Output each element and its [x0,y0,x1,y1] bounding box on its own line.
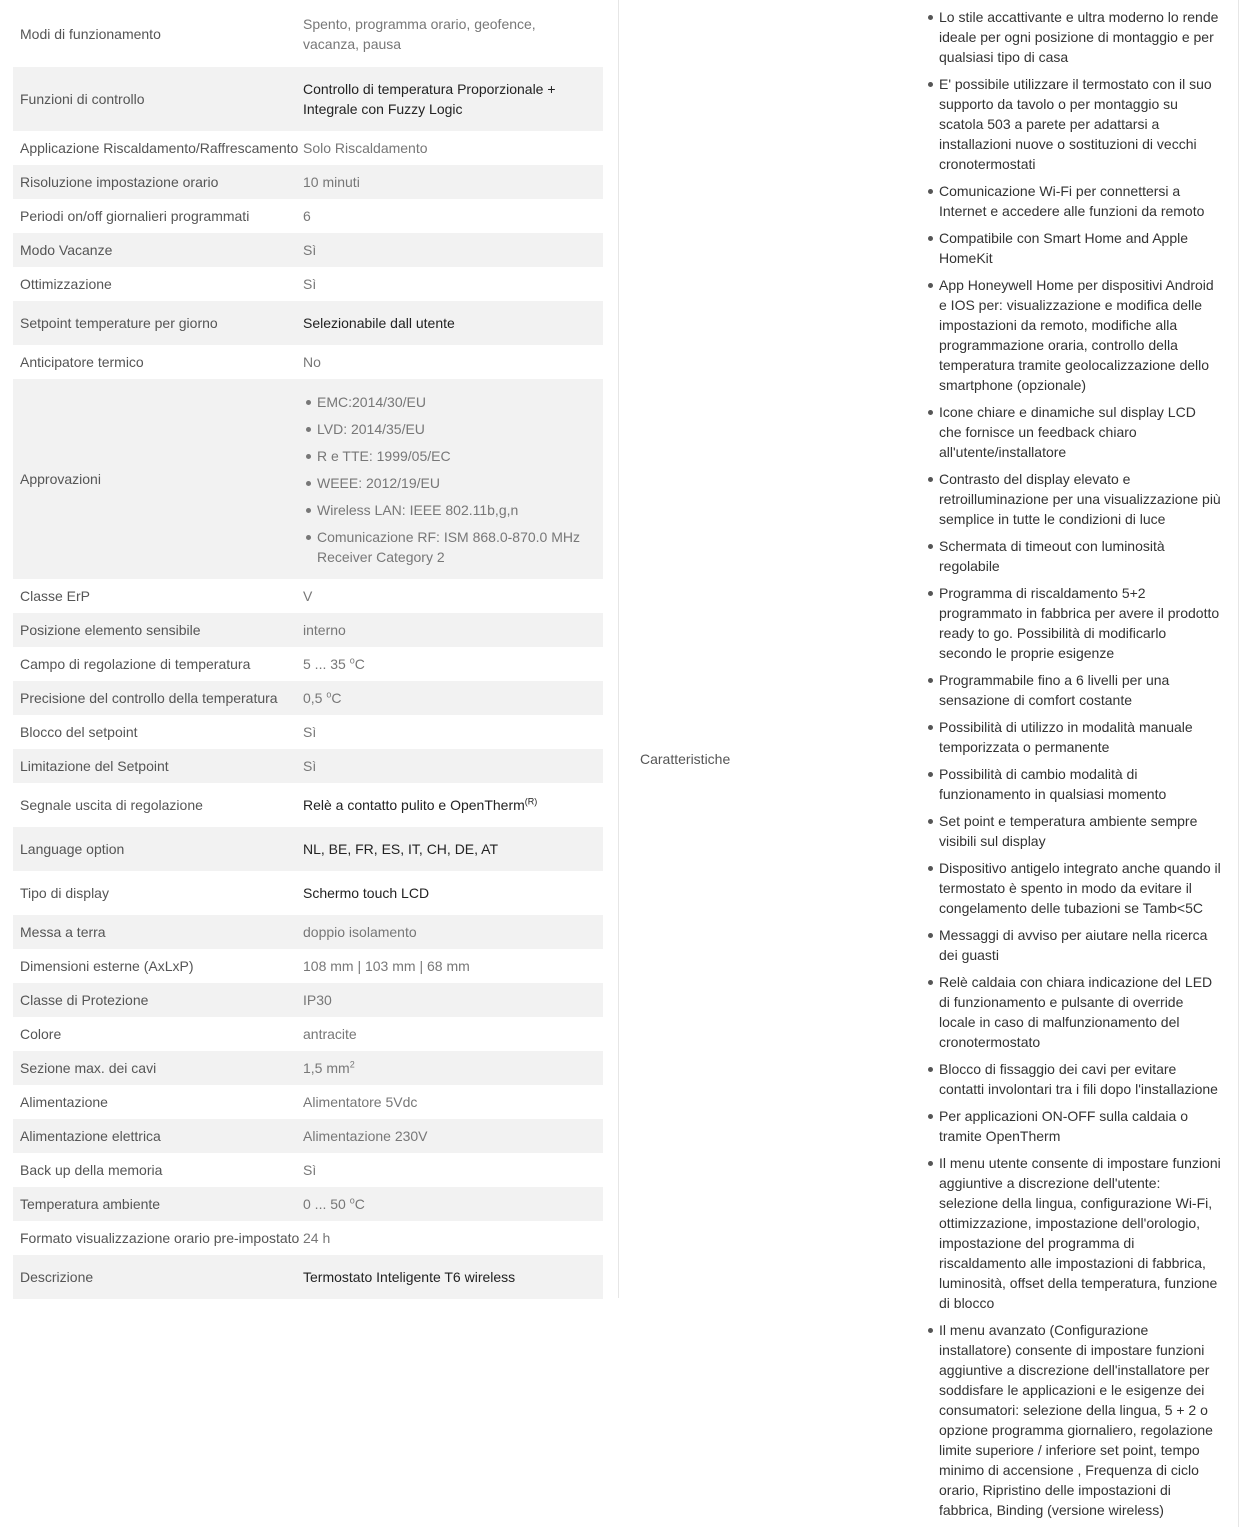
spec-label: Periodi on/off giornalieri programmati [20,208,250,224]
spec-row [13,0,603,67]
spec-value: Sì [303,276,317,292]
spec-value [303,654,603,674]
approvals-list [303,392,591,567]
spec-value-superscript: o [349,655,355,666]
spec-row [13,301,603,345]
approval-item: Wireless LAN: IEEE 802.11b,g,n [303,500,591,520]
approval-item: EMC:2014/30/EU [303,392,591,412]
specs-table [13,0,603,1299]
feature-item: Icone chiare e dinamiche sul display LCD che fornisce un feedback chiaro all'utente/installatore [925,402,1221,462]
spec-value: Selezionabile dall utente [303,315,455,331]
feature-item: Il menu avanzato (Configurazione installatore) consente di impostare funzioni aggiuntive a discrezione dell'installatore per soddisfare le applicazioni e le esigenze dei consumatori: selezione della lingua, 5 + 2 o opzione programma giornaliero, regolazione limite superiore / inferiore set point, tempo minimo di accensione , Frequenza di ciclo orario, Ripristino delle impostazioni di fabbrica, Binding (versione wireless) [925,1320,1221,1520]
spec-value-unit: C [331,690,342,706]
spec-value-text: 0,5 [303,690,327,706]
spec-row [13,1187,603,1221]
spec-value: Controllo di temperatura Proporzionale + Integrale con Fuzzy Logic [303,81,556,117]
spec-value-text: Relè a contatto pulito e OpenTherm [303,797,525,813]
spec-label: Descrizione [20,1269,94,1285]
right-border [1238,0,1239,1527]
spec-row [13,715,603,749]
feature-item: E' possibile utilizzare il termostato con il suo supporto da tavolo o per montaggio su scatola 503 a parete per adattarsi a installazioni nuove o sostituzioni di vecchi cronotermostati [925,74,1221,174]
spec-value [303,1194,603,1214]
spec-value: IP30 [303,992,332,1008]
spec-row [13,1153,603,1187]
feature-item: App Honeywell Home per dispositivi Android e IOS per: visualizzazione e modifica delle impostazioni da remoto, modifiche alla programmazione oraria, controllo della temperatura tramite geolocalizzazione dello smartphone (opzionale) [925,275,1221,395]
spec-value-unit: C [354,1196,365,1212]
spec-value: 10 minuti [303,174,360,190]
spec-value: Solo Riscaldamento [303,140,428,156]
spec-row [13,613,603,647]
spec-label: Blocco del setpoint [20,724,138,740]
spec-row [13,165,603,199]
column-divider [618,0,619,1298]
feature-item: Possibilità di cambio modalità di funzionamento in qualsiasi momento [925,764,1221,804]
spec-row [13,647,603,681]
spec-value: No [303,354,321,370]
spec-value: Termostato Inteligente T6 wireless [303,1269,516,1285]
spec-row [13,131,603,165]
spec-label: Temperatura ambiente [20,1196,161,1212]
feature-item: Relè caldaia con chiara indicazione del LED di funzionamento e pulsante di override locale in caso di malfunzionamento del cronotermostato [925,972,1221,1052]
feature-item: Compatibile con Smart Home and Apple HomeKit [925,228,1221,268]
spec-row [13,915,603,949]
spec-row [13,1255,603,1299]
spec-value-unit: C [354,656,365,672]
spec-value: Spento, programma orario, geofence, vacanza, pausa [303,15,536,52]
spec-value-superscript: o [326,689,332,700]
spec-value: Alimentatore 5Vdc [303,1094,418,1110]
spec-label: Sezione max. dei cavi [20,1060,157,1076]
approval-item: Comunicazione RF: ISM 868.0-870.0 MHz Receiver Category 2 [303,527,591,567]
spec-label: Alimentazione elettrica [20,1128,161,1144]
spec-value [303,795,603,815]
spec-label: Campo di regolazione di temperatura [20,656,251,672]
spec-value: NL, BE, FR, ES, IT, CH, DE, AT [303,841,499,857]
spec-row [13,67,603,131]
spec-row [13,345,603,379]
spec-value: 24 h [303,1230,331,1246]
spec-value-text: 5 ... 35 [303,656,350,672]
spec-row [13,871,603,915]
spec-label: Setpoint temperature per giorno [20,315,218,331]
feature-item: Il menu utente consente di impostare funzioni aggiuntive a discrezione dell'utente: selezione della lingua, configurazione Wi-Fi, ottimizzazione, impostazione dell'orologio, impostazione del programma di riscaldamento alle impostazioni di fabbrica, luminosità, offset della temperatura, funzione di blocco [925,1153,1221,1313]
feature-item: Set point e temperatura ambiente sempre visibili sul display [925,811,1221,851]
spec-label: Formato visualizzazione orario pre-impostato [20,1230,300,1246]
spec-row [13,379,603,579]
spec-label: Tipo di display [20,885,109,901]
spec-value [303,392,603,567]
features-list [925,7,1221,1527]
spec-value-text: 0 ... 50 [303,1196,350,1212]
spec-row [13,783,603,827]
spec-value: Sì [303,758,317,774]
spec-value-superscript: (R) [524,796,538,807]
spec-label: Funzioni di controllo [20,91,145,107]
spec-label: Anticipatore termico [20,354,144,370]
spec-label: Back up della memoria [20,1162,163,1178]
spec-row [13,1119,603,1153]
spec-label: Alimentazione [20,1094,108,1110]
spec-value: Sì [303,1162,317,1178]
spec-row [13,199,603,233]
spec-label: Precisione del controllo della temperatura [20,690,278,706]
spec-value: Sì [303,242,317,258]
spec-label: Colore [20,1026,62,1042]
approval-item: WEEE: 2012/19/EU [303,473,591,493]
spec-label: Language option [20,841,125,857]
spec-row [13,949,603,983]
feature-item: Programmabile fino a 6 livelli per una sensazione di comfort costante [925,670,1221,710]
spec-label: Ottimizzazione [20,276,112,292]
spec-label: Risoluzione impostazione orario [20,174,219,190]
spec-value: 6 [303,208,311,224]
spec-value: Alimentazione 230V [303,1128,428,1144]
spec-row [13,681,603,715]
spec-value-superscript: 2 [349,1059,355,1070]
feature-item: Possibilità di utilizzo in modalità manuale temporizzata o permanente [925,717,1221,757]
feature-item: Lo stile accattivante e ultra moderno lo rende ideale per ogni posizione di montaggio e per qualsiasi tipo di casa [925,7,1221,67]
feature-item: Schermata di timeout con luminosità regolabile [925,536,1221,576]
spec-row [13,1221,603,1255]
spec-label: Modi di funzionamento [20,25,161,42]
spec-row [13,579,603,613]
spec-row [13,827,603,871]
spec-value [303,1058,603,1078]
feature-item: Blocco di fissaggio dei cavi per evitare contatti involontari tra i fili dopo l'installazione [925,1059,1221,1099]
spec-label: Dimensioni esterne (AxLxP) [20,958,194,974]
spec-row [13,267,603,301]
features-label: Caratteristiche [640,751,731,767]
feature-item: Programma di riscaldamento 5+2 programmato in fabbrica per avere il prodotto ready to go. Possibilità di modificarlo secondo le proprie esigenze [925,583,1221,663]
spec-label: Modo Vacanze [20,242,113,258]
spec-row [13,749,603,783]
spec-value: doppio isolamento [303,924,417,940]
spec-value [303,688,603,708]
spec-value: antracite [303,1026,357,1042]
spec-row [13,1017,603,1051]
spec-value: V [303,588,313,604]
approval-item: LVD: 2014/35/EU [303,419,591,439]
spec-value-text: 1,5 mm [303,1060,350,1076]
spec-value: 108 mm | 103 mm | 68 mm [303,958,470,974]
approval-item: R e TTE: 1999/05/EC [303,446,591,466]
spec-row [13,233,603,267]
feature-item: Comunicazione Wi-Fi per connettersi a Internet e accedere alle funzioni da remoto [925,181,1221,221]
feature-item: Per applicazioni ON-OFF sulla caldaia o tramite OpenTherm [925,1106,1221,1146]
spec-label: Classe ErP [20,588,91,604]
spec-label: Segnale uscita di regolazione [20,797,203,813]
spec-row [13,983,603,1017]
spec-label: Classe di Protezione [20,992,149,1008]
feature-item: Messaggi di avviso per aiutare nella ricerca dei guasti [925,925,1221,965]
spec-value-superscript: o [349,1195,355,1206]
spec-label: Messa a terra [20,924,106,940]
spec-value: Schermo touch LCD [303,885,430,901]
spec-value: interno [303,622,346,638]
feature-item: Dispositivo antigelo integrato anche quando il termostato è spento in modo da evitare il congelamento delle tubazioni se Tamb<5C [925,858,1221,918]
spec-label: Approvazioni [20,471,101,487]
feature-item: Contrasto del display elevato e retroilluminazione per una visualizzazione più semplice in tutte le condizioni di luce [925,469,1221,529]
spec-row [13,1085,603,1119]
spec-label: Posizione elemento sensibile [20,622,201,638]
spec-row [13,1051,603,1085]
spec-value: Sì [303,724,317,740]
spec-label: Limitazione del Setpoint [20,758,169,774]
spec-label: Applicazione Riscaldamento/Raffrescamento [20,140,299,156]
